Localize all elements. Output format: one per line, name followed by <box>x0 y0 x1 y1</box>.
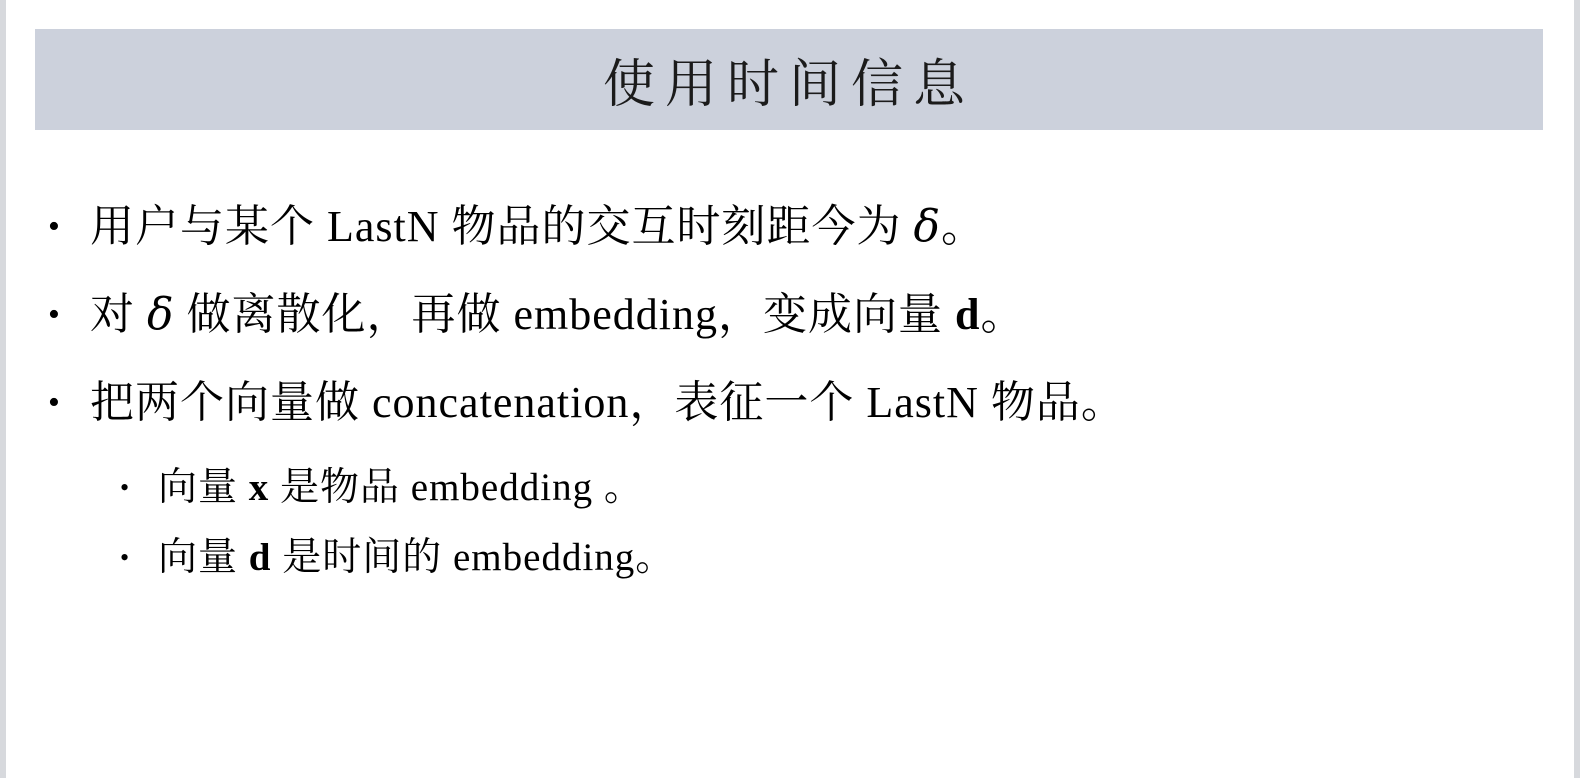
list-item <box>48 372 1538 434</box>
list-item <box>48 284 1538 346</box>
sub-bullet-text-2-part-2: 是时间的 <box>271 536 453 579</box>
bullet-text-2-part-0: 对 <box>90 290 147 339</box>
bullet-point-icon: • <box>48 296 60 333</box>
bullet-point-icon: • <box>120 473 130 502</box>
bullet-text-1-part-0: 用户与某个 <box>90 202 327 251</box>
sub-bullet-text-2-part-4: 。 <box>635 536 676 579</box>
page-title: 使用时间信息 <box>602 55 975 115</box>
bullet-text-2 <box>90 284 1026 346</box>
sub-bullet-text-2-part-1: d <box>248 536 272 579</box>
sub-bullet-text-1-part-1: x <box>248 466 270 509</box>
list-item <box>120 530 1538 586</box>
sub-bullet-text-1 <box>158 460 644 516</box>
bullet-text-3-part-4: 物品。 <box>978 378 1126 427</box>
bullet-point-icon: • <box>48 384 60 421</box>
sub-bullet-text-2-part-3: embedding <box>452 536 636 579</box>
sub-bullet-list <box>120 460 1538 586</box>
bullet-text-3-part-2: ，表征一个 <box>629 378 867 427</box>
bullet-text-3-part-3: LastN <box>866 378 979 427</box>
bullet-text-3-part-1: concatenation <box>372 378 630 427</box>
bullet-text-1-part-4: 。 <box>941 202 987 251</box>
bullet-point-icon: • <box>120 543 130 572</box>
sub-bullet-text-2 <box>158 530 675 586</box>
bullet-text-1-part-2: 物品的交互时刻距今为 <box>439 202 914 251</box>
bullet-text-1-part-1: LastN <box>327 202 440 251</box>
sub-bullet-text-1-part-2: 是物品 <box>269 466 411 509</box>
bullet-text-3 <box>90 372 1126 434</box>
bullet-text-2-part-1: δ <box>147 289 175 340</box>
bullet-text-1-part-3: δ <box>913 201 942 252</box>
sub-bullet-text-1-part-0: 向量 <box>158 466 249 509</box>
bullet-text-2-part-6: 。 <box>980 290 1026 339</box>
bullet-text-2-part-3: embedding <box>513 290 719 339</box>
sub-bullet-text-1-part-4: 。 <box>593 466 644 509</box>
bullet-text-2-part-5: d <box>955 290 981 339</box>
list-item <box>120 460 1538 516</box>
sub-bullet-text-2-part-0: 向量 <box>158 536 249 579</box>
bullet-text-3-part-0: 把两个向量做 <box>90 378 372 427</box>
slide-body <box>48 196 1538 600</box>
slide-title-bar <box>35 29 1543 130</box>
list-item <box>48 196 1538 258</box>
bullet-text-1 <box>90 196 986 258</box>
bullet-text-2-part-2: 做离散化，再做 <box>174 290 514 339</box>
bullet-point-icon: • <box>48 208 60 245</box>
sub-bullet-text-1-part-3: embedding <box>410 466 594 509</box>
bullet-text-2-part-4: ，变成向量 <box>718 290 956 339</box>
